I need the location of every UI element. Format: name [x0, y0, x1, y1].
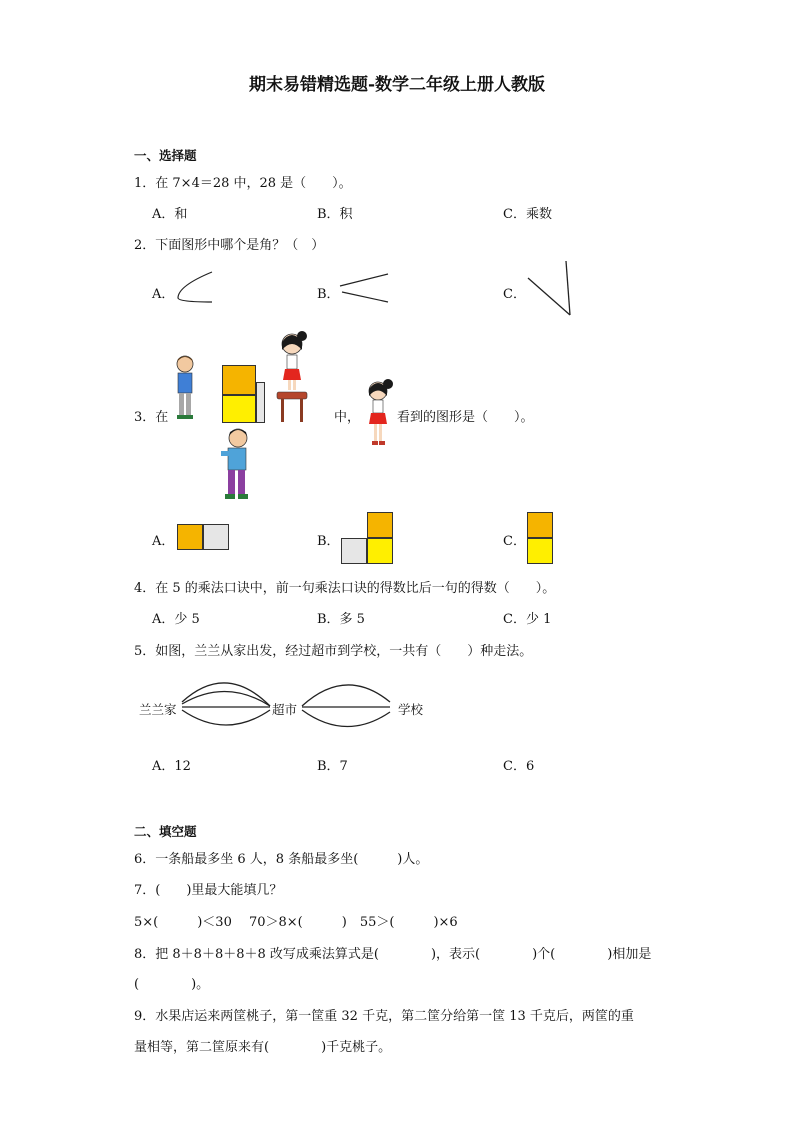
q2-option-a: A． [152, 287, 175, 302]
q3-b-yellow-square [367, 538, 393, 564]
q3-option-b: B． [317, 534, 340, 549]
question-1: 1．在 7×4＝28 中，28 是（ ）。 [134, 176, 352, 191]
question-8-line2: ( )。 [134, 977, 210, 992]
boy-left-figure [170, 354, 202, 424]
question-7: 7．( )里最大能填几？ [134, 883, 283, 898]
q3-a-gray-square [203, 524, 229, 550]
q5-option-a: A．12 [152, 759, 191, 774]
q1-option-a: A．和 [152, 207, 188, 222]
q3-b-orange-square [367, 512, 393, 538]
q1-option-b: B．积 [317, 207, 353, 222]
question-3-suffix: 看到的图形是（ ）。 [397, 410, 534, 425]
q5-option-b: B．7 [317, 759, 348, 774]
section-heading-choice: 一、选择题 [134, 148, 197, 163]
question-8-line1: 8．把 8＋8＋8＋8＋8 改写成乘法算式是( )，表示( )个( )相加是 [134, 947, 652, 962]
q3-b-gray-square [341, 538, 367, 564]
q4-option-a: A．少 5 [152, 612, 200, 627]
q4-option-b: B．多 5 [317, 612, 365, 627]
girl-observer-figure [363, 379, 395, 449]
q3-c-orange-square [527, 512, 553, 538]
section-heading-fill: 二、填空题 [134, 824, 197, 839]
question-9-line1: 9．水果店运来两筐桃子，第一筐重 32 千克，第二筐分给第一筐 13 千克后，两筐的重 [134, 1009, 634, 1024]
label-market: 超市 [272, 702, 298, 717]
q2-option-c: C． [503, 287, 526, 302]
q3-c-yellow-square [527, 538, 553, 564]
q5-option-c: C．6 [503, 759, 535, 774]
cube-side [256, 382, 265, 423]
q4-option-c: C．少 1 [503, 612, 552, 627]
q3-option-a: A． [152, 534, 175, 549]
q3-option-c: C． [503, 534, 526, 549]
cube-bottom [222, 395, 256, 423]
angle-figure [520, 258, 580, 320]
question-9-line2: 量相等，第二筐原来有( )千克桃子。 [134, 1040, 392, 1055]
q3-a-orange-square [177, 524, 203, 550]
question-3-prefix: 3．在 [134, 410, 169, 425]
question-7-expressions: 5×( )＜30 70＞8×( ) 55＞( )×6 [134, 915, 458, 930]
q2-option-b: B． [317, 287, 340, 302]
boy-bottom-figure [218, 427, 254, 503]
page-title: 期末易错精选题-数学二年级上册人教版 [248, 75, 546, 95]
curved-angle-figure [170, 268, 220, 308]
question-6: 6．一条船最多坐 6 人，8 条船最多坐( )人。 [134, 852, 429, 867]
girl-on-stool-figure [272, 330, 312, 424]
cube-top [222, 365, 256, 395]
label-school: 学校 [398, 702, 424, 717]
question-4: 4．在 5 的乘法口诀中，前一句乘法口诀的得数比后一句的得数（ ）。 [134, 581, 556, 596]
open-lines-figure [336, 272, 396, 304]
q1-option-c: C．乘数 [503, 207, 552, 222]
question-5: 5．如图，兰兰从家出发，经过超市到学校，一共有（ ）种走法。 [134, 644, 533, 659]
question-2: 2．下面图形中哪个是角？（ ） [134, 238, 325, 253]
label-home: 兰兰家 [139, 702, 177, 717]
question-3-middle: 中， [334, 410, 361, 425]
